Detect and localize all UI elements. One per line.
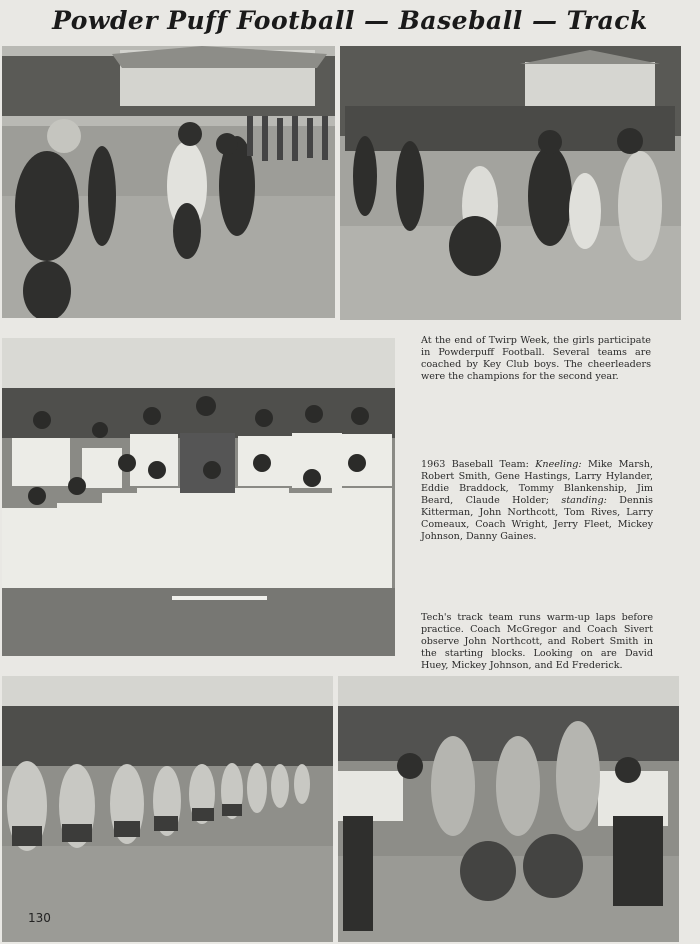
page-title: Powder Puff Football — Baseball — Track [52, 6, 648, 35]
photo-baseball-team [2, 338, 395, 656]
caption-baseball-standing-label: standing: [561, 495, 607, 506]
photo-powderpuff-left [2, 46, 335, 318]
caption-baseball-standing: Dennis Kitterman, John Northcott, Tom Rives, Larry Comeaux, Coach Wright, Jerry Fleet, Mickey Johnson, Danny Gaines. [421, 495, 653, 542]
caption-baseball-kneeling: Mike Marsh, Robert Smith, Gene Hastings, Larry Hylander, Eddie Braddock, Tommy Blankenship, Jim Beard, Claude Holder; [421, 459, 653, 506]
caption-baseball-kneeling-label: Kneeling: [535, 459, 582, 470]
photo-track-laps [2, 676, 333, 942]
photo-powderpuff-right [340, 46, 681, 320]
caption-track: Tech's track team runs warm-up laps before practice. Coach McGregor and Coach Sivert observe John Northcott, and Robert Smith in the starting blocks. Looking on are David Huey, Mickey Johnson, and Ed Frederick. [421, 612, 653, 671]
caption-powderpuff: At the end of Twirp Week, the girls participate in Powderpuff Football. Several teams are coached by Key Club boys. The cheerleaders were the champions for the second year. [421, 335, 651, 382]
photo-track-blocks [338, 676, 679, 942]
caption-baseball-lead: 1963 Baseball Team: [421, 459, 529, 470]
page-number: 130 [28, 911, 51, 925]
caption-baseball [421, 459, 653, 543]
